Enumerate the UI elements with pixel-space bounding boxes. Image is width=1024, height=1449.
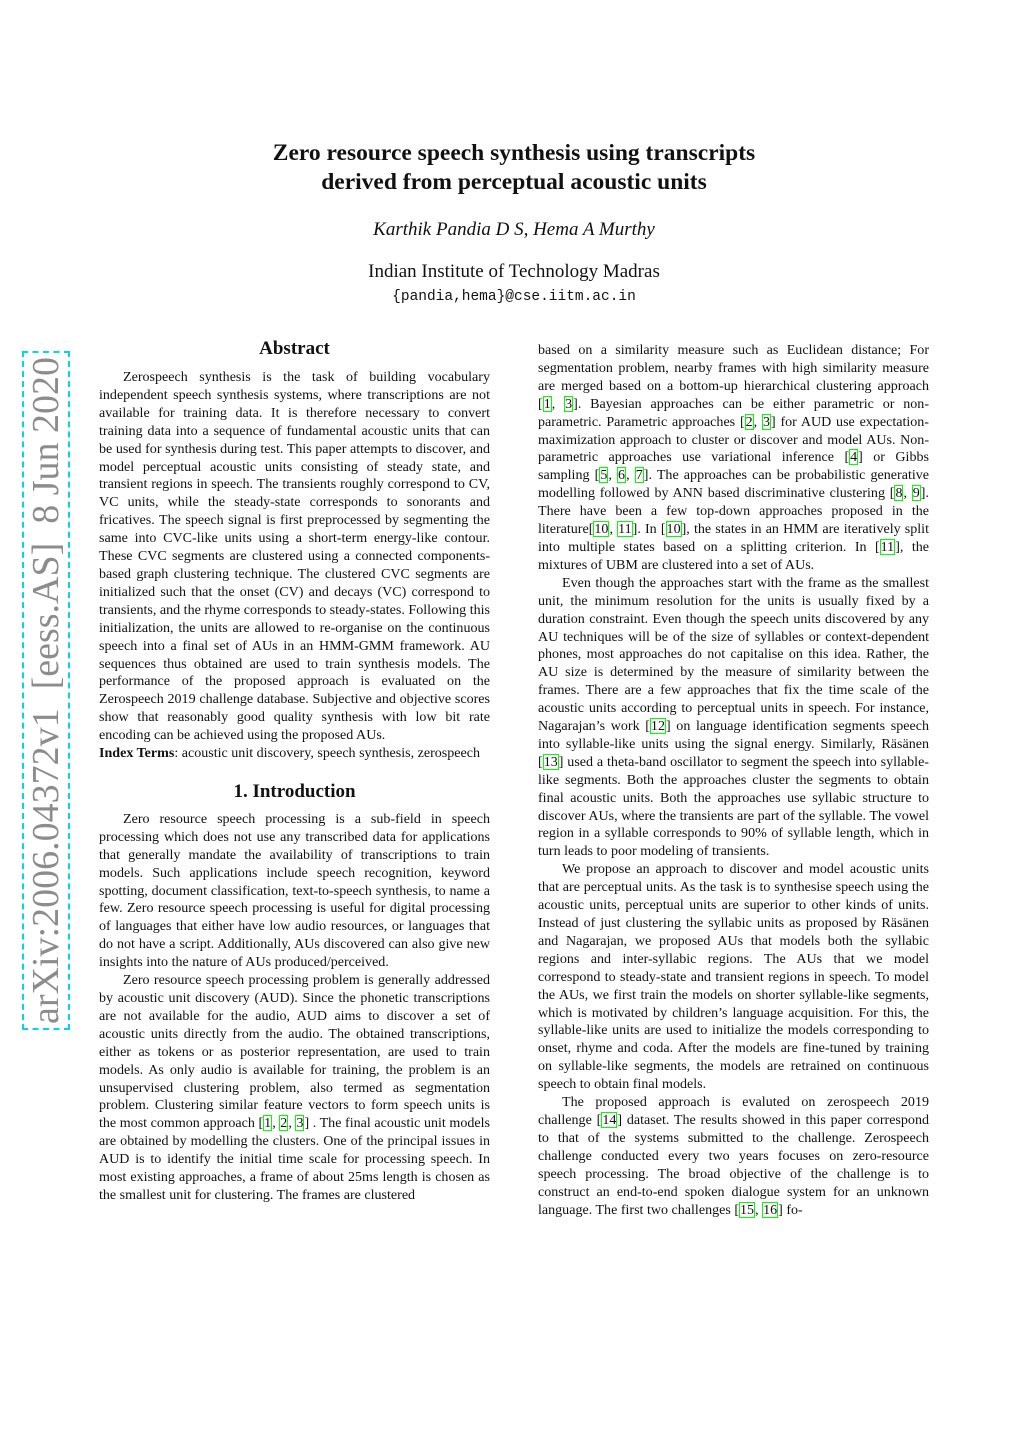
citation-link[interactable]: 1 (543, 395, 551, 412)
citation-link[interactable]: 12 (650, 718, 665, 735)
citation-link[interactable]: 13 (543, 753, 558, 770)
citation-link[interactable]: 10 (666, 521, 681, 538)
citation-link[interactable]: 6 (618, 467, 626, 484)
affiliation: Indian Institute of Technology Madras (368, 261, 660, 282)
citation-link[interactable]: 7 (635, 467, 643, 484)
right-column (538, 342, 929, 1219)
citation-link[interactable]: 15 (740, 1201, 755, 1218)
citation-link[interactable]: 8 (895, 485, 903, 502)
intro-right-body (538, 342, 929, 1219)
arxiv-stamp: arXiv:2006.04372v1 [eess.AS] 8 Jun 2020 (22, 351, 70, 1030)
intro-left-body (99, 811, 490, 1205)
index-terms-text: : acoustic unit discovery, speech synthesis, zerospeech (174, 745, 481, 762)
introduction-heading: 1. Introduction (233, 780, 356, 802)
email: {pandia,hema}@cse.iitm.ac.in (392, 289, 636, 305)
paragraph: based on a similarity measure such as Euclidean distance; For segmentation problem, nearby frames with high similarity measure are merged based on a bottom-up hierarchical clustering approach [1, 3]. Bayesian approaches can be either parametric or non-parametric. Parametric approaches [2, 3] for AUD use expectation-maximization approach to cluster or discover and model AUs. Non-parametric approaches use variational inference [4] or Gibbs sampling [5, 6, 7]. The approaches can be probabilistic generative modelling followed by ANN based discriminative clustering [8, 9]. There have been a few top-down approaches proposed in the literature[10, 11]. In [10], the states in an HMM are iteratively split into multiple states based on a splitting criterion. In [11], the mixtures of UBM are clustered into a set of AUs. (538, 342, 930, 573)
title-line-1: Zero resource speech synthesis using transcripts (272, 140, 756, 166)
abstract-heading: Abstract (259, 338, 330, 359)
citation-link[interactable]: 4 (850, 449, 858, 466)
left-column (99, 338, 490, 1205)
citation-link[interactable]: 9 (912, 485, 920, 502)
abstract-text: Zerospeech synthesis is the task of building vocabulary independent speech synthesis systems, where transcriptions are not available for training data. It is therefore necessary to convert training data into a sequence of fundamental acoustic units that can be used for synthesis during test. This paper attempts to discover, and model perceptual acoustic units consisting of steady state, and transient regions in speech. The transients roughly correspond to CV, VC units, while the steady-state corresponds to sonorants and fricatives. The speech signal is first preprocessed by segmenting the same into CVC-like units using a short-term energy-like contour. These CVC segments are clustered using a connected components-based graph clustering technique. The clustered CVC segments are initialized such that the onset (CV) and decays (VC) correspond to transients, and the rhyme corresponds to steady-states. Following this initialization, the units are allowed to re-organise on the continuous speech into a final set of AUs in an HMM-GMM framework. AU sequences thus obtained are used to train synthesis models. The performance of the proposed approach is evaluated on the Zerospeech 2019 challenge database. Subjective and objective scores show that reasonably good quality synthesis with low bit rate encoding can be achieved using the proposed AUs. (99, 369, 490, 744)
citation-link[interactable]: 5 (600, 467, 608, 484)
citation-link[interactable]: 14 (602, 1111, 617, 1128)
citation-link[interactable]: 2 (745, 413, 753, 430)
citation-link[interactable]: 16 (763, 1201, 778, 1218)
citation-link[interactable]: 3 (296, 1115, 304, 1132)
paragraph: We propose an approach to discover and model acoustic units that are perceptual units. As the task is to synthesise speech using the acoustic units, perceptual units are superior to other kinds of units. Instead of just clustering the syllabic units as proposed by Räsänen and Nagarajan, we proposed AUs that models both the syllabic regions and inter-syllabic regions. The AUs that we model correspond to steady-state and transient regions in speech. To model the AUs, we first train the models on shorter syllable-like segments, which is motivated by children’s language acquisition. For this, the syllable-like units are used to initialize the models corresponding to onset, rhyme and coda. After the models are fine-tuned by training on syllable-like segments, the models are retrained on continuous speech to obtain final models. (538, 861, 929, 1093)
citation-link[interactable]: 10 (594, 521, 609, 538)
paragraph: Even though the approaches start with the frame as the smallest unit, the minimum resolution for the units is usually fixed by a duration constraint. Even though the speech units discovered by any AU techniques will be of the size of syllables or context-dependent phones, most approaches do not capitalise on this idea. Rather, the AU size is determined by the measure of similarity between the frames. There are a few approaches that fix the time scale of the acoustic units according to perceptual units in speech. For instance, Nagarajan’s work [12] on language identification segments speech into syllable-like units using the signal energy. Similarly, Räsänen [13] used a theta-band oscillator to segment the speech into syllable-like segments. Both the approaches cluster the segments to obtain final acoustic units. Both the approaches use syllabic structure to discover AUs, where the transients are part of the syllable. The vowel region in a syllable corresponds to 90% of syllable length, which in turn leads to poor modeling of transients. (538, 574, 929, 860)
title-line-2: derived from perceptual acoustic units (321, 169, 707, 195)
paragraph: Zero resource speech processing problem is generally addressed by acoustic unit discovery (AUD). Since the phonetic transcriptions are not available for the audio, AUD aims to discover a set of acoustic units directly from the audio. The obtained transcriptions, either as tokens or as posterior representation, are used to train models. As only audio is available for training, the problem is an unsupervised clustering problem, also termed as segmentation problem. Clustering similar feature vectors to form speech units is the most common approach [1, 2, 3] . The final acoustic unit models are obtained by modelling the clusters. One of the principal issues in AUD is to identify the initial time scale for processing speech. In most existing approaches, a frame of about 25ms length is chosen as the smallest unit for clustering. The frames are clustered (99, 972, 490, 1203)
citation-link[interactable]: 2 (280, 1115, 288, 1132)
authors: Karthik Pandia D S, Hema A Murthy (373, 219, 655, 240)
index-terms-label: Index Terms (99, 745, 175, 762)
citation-link[interactable]: 11 (880, 538, 895, 555)
index-terms (99, 745, 490, 763)
paper-title (0, 139, 1024, 197)
citation-link[interactable]: 11 (618, 521, 632, 538)
paragraph: The proposed approach is evaluted on zerospeech 2019 challenge [14] dataset. The results showed in this paper correspond to that of the systems submitted to the challenge. Zerospeech challenge conducted every two years focuses on zero-resource speech processing. The broad objective of the challenge is to construct an end-to-end spoken dialogue system for an unknown language. The first two challenges [15, 16] fo- (538, 1094, 929, 1218)
citation-link[interactable]: 3 (762, 413, 770, 430)
citation-link[interactable]: 3 (565, 395, 573, 412)
citation-link[interactable]: 1 (264, 1115, 272, 1132)
paragraph: Zero resource speech processing is a sub-field in speech processing which does not use any transcribed data for applications that generally mandate the availability of transcriptions to train models. Such applications include speech recognition, keyword spotting, document classification, text-to-speech synthesis, to name a few. Zero resource speech processing is useful for digital processing of languages that either have low audio resources, or languages that do not have a script. Additionally, AUs discovered can also give new insights into the nature of AUs produced/perceived. (99, 810, 490, 971)
